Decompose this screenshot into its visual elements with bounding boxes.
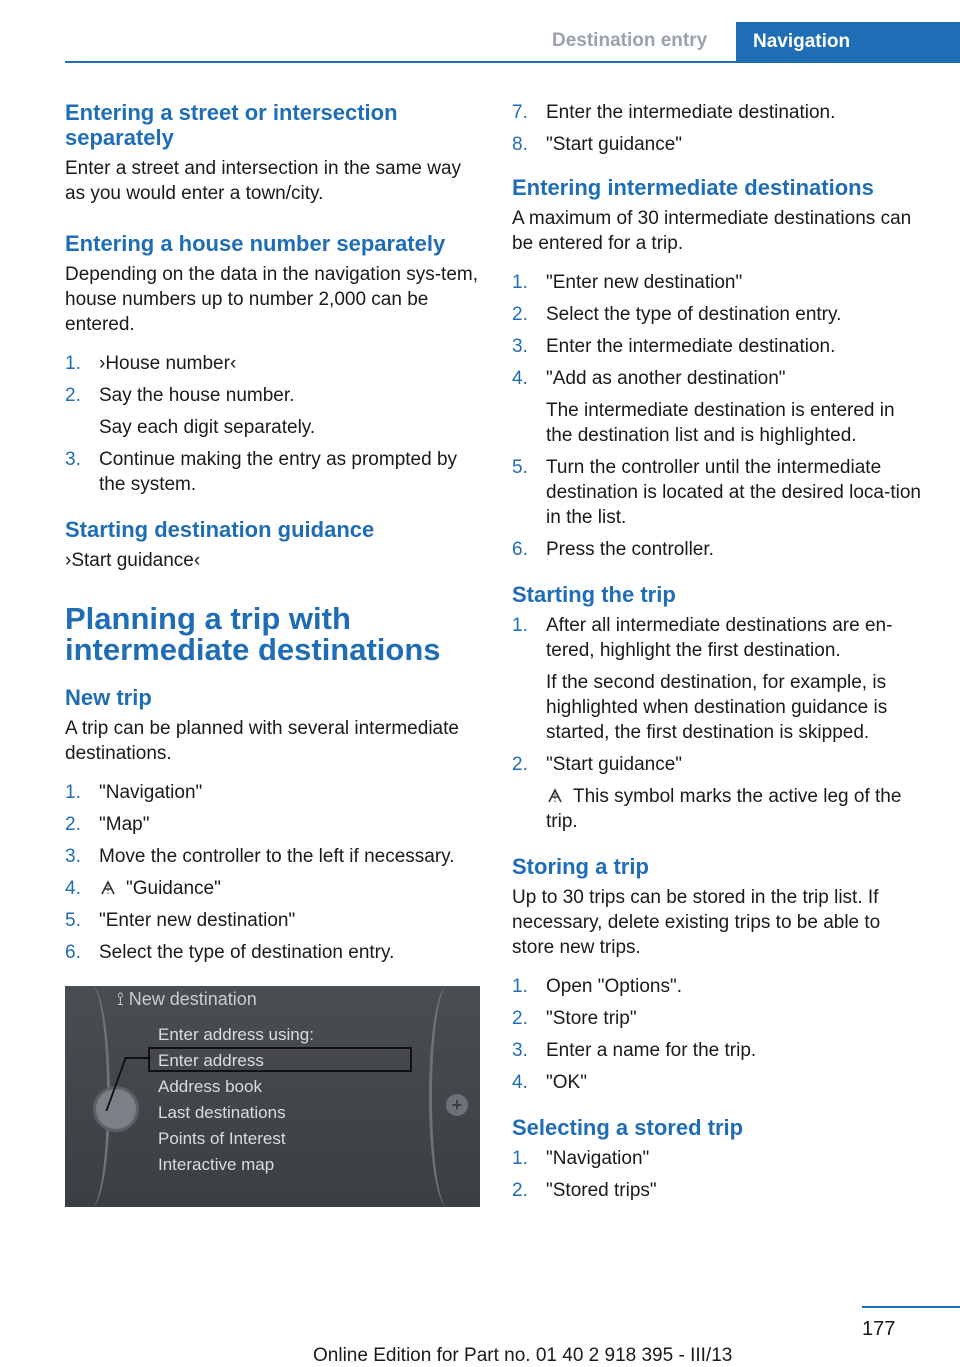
heading-intermediate: Entering intermediate destinations (512, 175, 874, 200)
list-item: 1. ›House number‹ (65, 353, 237, 374)
screen-menu (158, 1022, 314, 1178)
intermediate-steps-list (512, 270, 922, 562)
heading-new-trip: New trip (65, 685, 152, 710)
screen-menu-item: Points of Interest (158, 1129, 286, 1148)
heading-selecting-trip: Selecting a stored trip (512, 1115, 744, 1140)
screen-menu-item: Last destinations (158, 1103, 286, 1122)
chapter-tab-label: Navigation (753, 31, 851, 52)
zoom-plus-icon: + (446, 1094, 468, 1116)
route-flag-icon (99, 880, 118, 896)
heading-storing-trip: Storing a trip (512, 854, 649, 879)
callout-line (105, 1057, 151, 1111)
new-trip-steps-list (65, 780, 480, 965)
heading-house: Entering a house number separately (65, 231, 446, 256)
heading-street: Entering a street or intersection separately (65, 100, 398, 150)
list-item: 6. Select the type of destination entry. (65, 942, 395, 963)
list-item: 2. "Map" (65, 814, 150, 835)
screen-title: ⟟ New destination (117, 989, 257, 1009)
house-steps-list (65, 351, 480, 497)
list-item: 1. Open "Options". (512, 976, 683, 997)
para-start-guidance: ›Start guidance‹ (65, 550, 201, 571)
list-item: 6. Press the controller. (512, 539, 714, 560)
list-item: 2. Say the house number. Say each digit separately. (65, 385, 316, 438)
list-item: 4. "Add as another destination" The intermediate destination is entered in the destination list and is highlighted. (512, 368, 895, 446)
list-item: 3. Continue making the entry as prompted by the system. (65, 449, 458, 495)
list-item: 4. "Guidance" (65, 878, 221, 899)
list-item: 3. Enter the intermediate destination. (512, 336, 836, 357)
footer-rule (862, 1306, 960, 1308)
para-new-trip: A trip can be planned with several intermediate destinations. (65, 718, 459, 764)
trip-steps-list (512, 613, 922, 834)
screen-menu-item: Interactive map (158, 1155, 275, 1174)
list-item: 1. "Enter new destination" (512, 272, 743, 293)
select-steps-list (512, 1146, 922, 1203)
edition-note: Online Edition for Part no. 01 40 2 918 395 - III/13 (313, 1345, 733, 1366)
list-item: 2. "Store trip" (512, 1008, 637, 1029)
para-storing-trip: Up to 30 trips can be stored in the trip list. If necessary, delete existing trips to be able to store new trips. (512, 887, 881, 958)
route-icon: ⟟ (117, 989, 129, 1009)
screen-menu-item: Enter address using: (158, 1025, 314, 1044)
list-item: 7. Enter the intermediate destination. (512, 102, 836, 123)
idrive-screen-image (65, 986, 480, 1207)
active-leg-icon (546, 788, 565, 804)
list-item: 5. "Enter new destination" (65, 910, 296, 931)
header-chapter-tab (736, 22, 960, 63)
list-item: 1. "Navigation" (65, 782, 203, 803)
list-item: 4. "OK" (512, 1072, 587, 1093)
list-item: 1. "Navigation" (512, 1148, 650, 1169)
continued-steps-list (512, 100, 922, 157)
store-steps-list (512, 974, 922, 1095)
para-street: Enter a street and intersection in the same way as you would enter a town/city. (65, 158, 462, 204)
para-intermediate: A maximum of 30 intermediate destinations can be entered for a trip. (512, 208, 912, 254)
list-item: 3. Move the controller to the left if necessary. (65, 846, 455, 867)
screen-menu-item: Enter address (158, 1051, 264, 1070)
list-item: 3. Enter a name for the trip. (512, 1040, 757, 1061)
list-item: 2. Select the type of destination entry. (512, 304, 842, 325)
heading-start-guidance: Starting destination guidance (65, 517, 375, 542)
left-column (65, 100, 480, 1207)
header-rule (65, 61, 960, 63)
list-item: 1. After all intermediate destinations are en‐tered, highlight the first destination. If the second destination, for example, is highlighted when destination guidance is started, the first destination is skipped. (512, 615, 893, 743)
page-number: 177 (862, 1318, 896, 1340)
list-item: 5. Turn the controller until the intermediate destination is located at the desired loca‐tion in the list. (512, 457, 921, 528)
list-item: 8. "Start guidance" (512, 134, 683, 155)
selection-highlight (148, 1047, 412, 1072)
heading-starting-trip: Starting the trip (512, 582, 676, 607)
header-section-title: Destination entry (552, 30, 708, 51)
screen-menu-item: Address book (158, 1077, 262, 1096)
list-item: 2. "Start guidance" This symbol marks the active leg of the trip. (512, 754, 902, 832)
right-column (512, 100, 922, 1210)
para-house: Depending on the data in the navigation sys‐tem, house numbers up to number 2,000 can be entered. (65, 264, 478, 335)
heading-plan-trip: Planning a trip with intermediate destinations (65, 601, 441, 667)
list-item: 2. "Stored trips" (512, 1180, 657, 1201)
